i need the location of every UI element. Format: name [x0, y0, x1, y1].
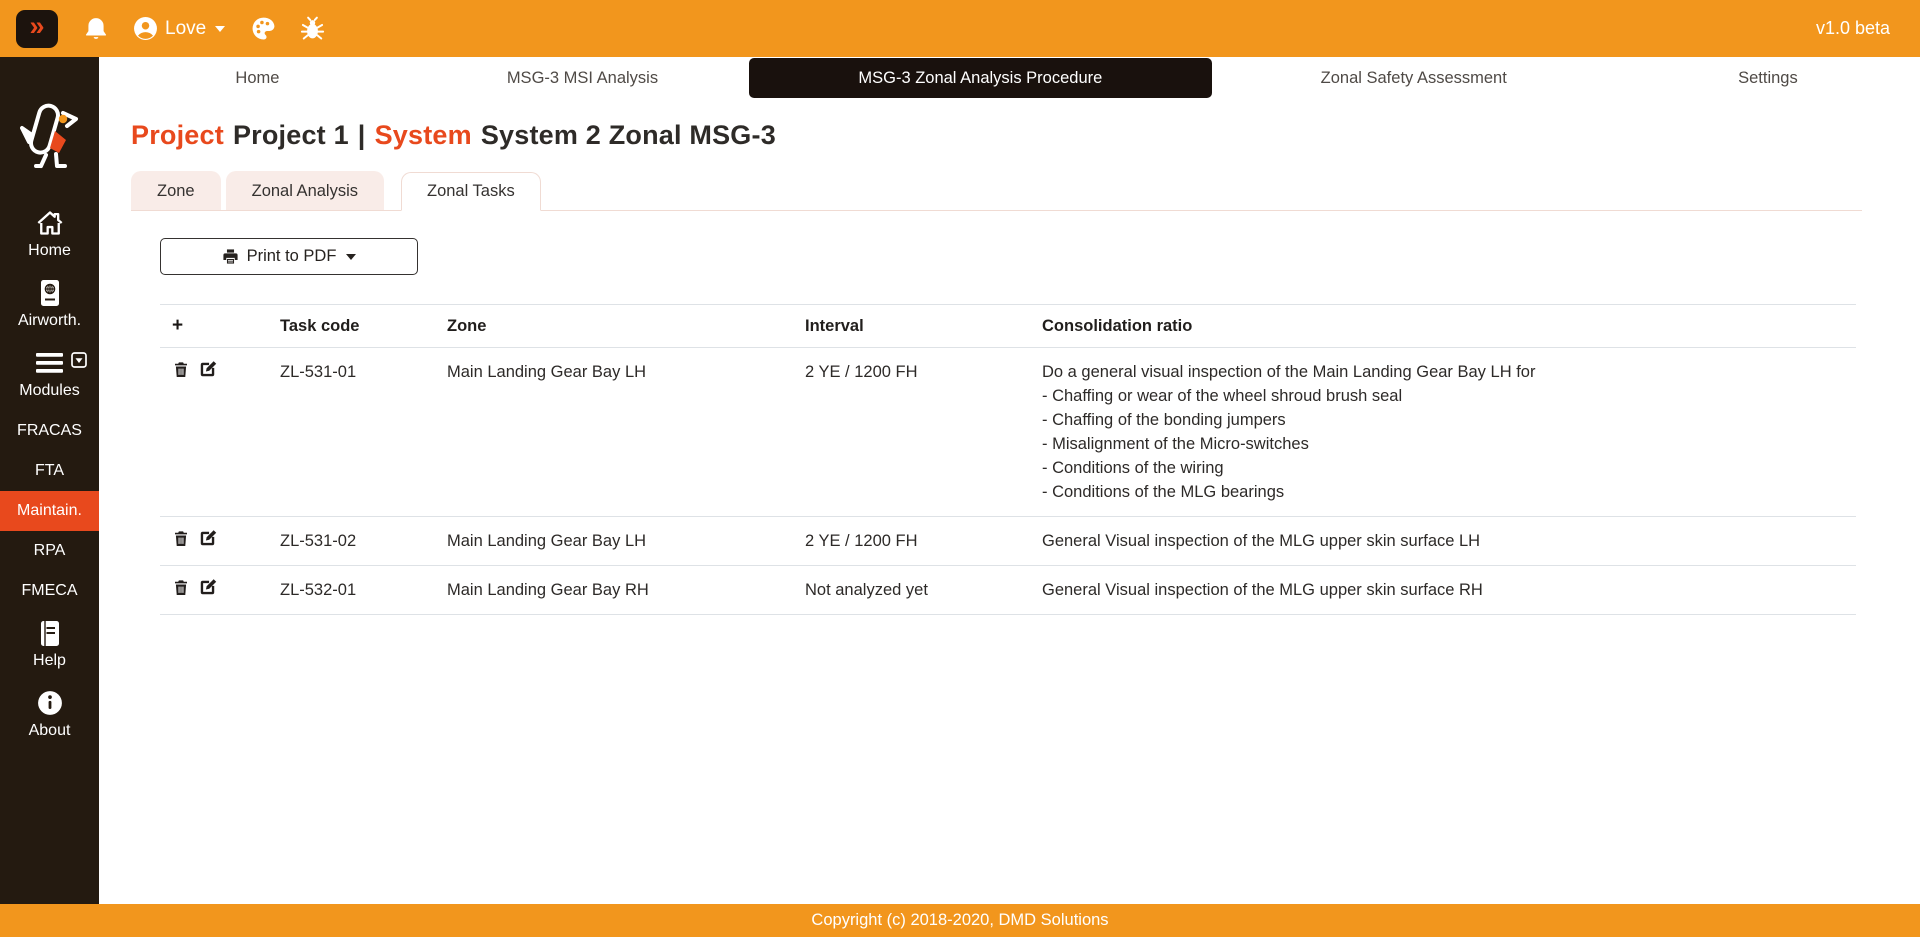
- interval-cell: Not analyzed yet: [793, 566, 1030, 615]
- copyright-text: Copyright (c) 2018-2020, DMD Solutions: [811, 911, 1109, 929]
- version-label: v1.0 beta: [1815, 18, 1890, 38]
- theme-button[interactable]: [251, 16, 276, 41]
- sidebar-item-label: Home: [28, 242, 71, 259]
- sidebar-collapse-button[interactable]: [16, 10, 58, 48]
- nav-item-zonal-analysis-procedure[interactable]: MSG-3 Zonal Analysis Procedure: [749, 58, 1212, 98]
- tab-zone[interactable]: Zone: [131, 171, 221, 210]
- book-icon: [0, 619, 99, 647]
- info-circle-icon: [0, 689, 99, 717]
- sidebar-item-about[interactable]: [0, 681, 99, 751]
- sidebar-item-home[interactable]: [0, 201, 99, 271]
- column-header-consolidation-ratio: Consolidation ratio: [1030, 305, 1856, 348]
- sidebar-item-label: About: [28, 722, 71, 739]
- tab-zonal-tasks[interactable]: Zonal Tasks: [401, 172, 541, 211]
- top-bar: [0, 0, 1920, 57]
- user-circle-icon: [133, 16, 158, 41]
- edit-task-icon[interactable]: [198, 360, 217, 379]
- sidebar-item-fta[interactable]: [0, 451, 99, 491]
- user-name: Love: [165, 17, 207, 39]
- consolidation-ratio-cell: Do a general visual inspection of the Main Landing Gear Bay LH for - Chaffing or wear of the wheel shroud brush seal - Chaffing of the bonding jumpers - Misalignment of the Micro-switches - Conditions of the wiring - Conditions of the MLG bearings: [1030, 348, 1856, 517]
- nav-item-settings[interactable]: Settings: [1738, 68, 1798, 87]
- bug-icon: [300, 16, 325, 41]
- airworthiness-book-icon: [0, 279, 99, 307]
- sidebar-item-label: Maintain.: [17, 502, 82, 519]
- edit-task-icon[interactable]: [198, 578, 217, 597]
- tasks-table: [160, 304, 1856, 615]
- sidebar-item-airworthiness[interactable]: [0, 271, 99, 341]
- sidebar-item-label: FTA: [34, 462, 65, 479]
- zone-cell: Main Landing Gear Bay RH: [435, 566, 793, 615]
- column-header-interval: Interval: [793, 305, 1030, 348]
- tab-zonal-analysis[interactable]: Zonal Analysis: [226, 171, 384, 210]
- delete-task-icon[interactable]: [172, 529, 190, 548]
- edit-task-icon[interactable]: [198, 529, 217, 548]
- consolidation-ratio-cell: General Visual inspection of the MLG upper skin surface RH: [1030, 566, 1856, 615]
- sidebar-item-fracas[interactable]: [0, 411, 99, 451]
- column-header-zone: Zone: [435, 305, 793, 348]
- print-to-pdf-button[interactable]: [160, 238, 418, 275]
- sidebar-item-rpa[interactable]: [0, 531, 99, 571]
- column-header-task-code: Task code: [268, 305, 435, 348]
- sidebar-item-label: FMECA: [21, 582, 78, 599]
- sidebar-item-help[interactable]: [0, 611, 99, 681]
- table-row: [160, 348, 1856, 517]
- double-chevron-right-icon: »: [29, 11, 45, 41]
- add-task-button[interactable]: +: [172, 315, 184, 336]
- user-menu[interactable]: [133, 16, 225, 41]
- main-content: [99, 57, 1920, 904]
- sidebar-item-maintain[interactable]: [0, 491, 99, 531]
- sidebar-item-fmeca[interactable]: [0, 571, 99, 611]
- table-row: [160, 517, 1856, 566]
- dropdown-caret-icon: [346, 254, 356, 265]
- debug-button[interactable]: [300, 16, 325, 41]
- sidebar-item-modules[interactable]: [0, 341, 99, 411]
- robin-logo[interactable]: [17, 97, 83, 173]
- task-code-cell: ZL-531-02: [268, 517, 435, 566]
- sidebar-item-label: Modules: [19, 382, 80, 399]
- sidebar-item-label: FRACAS: [17, 422, 82, 439]
- notifications-button[interactable]: [83, 16, 109, 42]
- page-title: Project Project 1 | System System 2 Zonal MSG-3: [131, 120, 776, 150]
- top-nav: [99, 57, 1920, 99]
- sub-tabs: [131, 171, 1862, 211]
- zone-cell: Main Landing Gear Bay LH: [435, 348, 793, 517]
- nav-item-home[interactable]: Home: [235, 68, 280, 87]
- sidebar-item-label: Airworth.: [17, 312, 82, 329]
- interval-cell: 2 YE / 1200 FH: [793, 348, 1030, 517]
- delete-task-icon[interactable]: [172, 360, 190, 379]
- zone-cell: Main Landing Gear Bay LH: [435, 517, 793, 566]
- nav-item-msi-analysis[interactable]: MSG-3 MSI Analysis: [506, 68, 659, 87]
- table-header-row: [160, 305, 1856, 348]
- printer-icon: [222, 248, 239, 265]
- footer: [0, 904, 1920, 937]
- hamburger-menu-icon: [0, 349, 99, 377]
- chevron-down-icon: [215, 26, 225, 37]
- caret-down-square-icon[interactable]: [71, 352, 87, 368]
- delete-task-icon[interactable]: [172, 578, 190, 597]
- task-code-cell: ZL-531-01: [268, 348, 435, 517]
- table-row: [160, 566, 1856, 615]
- palette-icon: [251, 16, 276, 41]
- toolbar: [160, 238, 1920, 275]
- sidebar-item-label: RPA: [33, 542, 66, 559]
- nav-item-zonal-safety-assessment[interactable]: Zonal Safety Assessment: [1320, 68, 1507, 87]
- sidebar: [0, 57, 99, 904]
- task-code-cell: ZL-532-01: [268, 566, 435, 615]
- consolidation-ratio-cell: General Visual inspection of the MLG upper skin surface LH: [1030, 517, 1856, 566]
- sidebar-item-label: Help: [33, 652, 66, 669]
- interval-cell: 2 YE / 1200 FH: [793, 517, 1030, 566]
- print-button-label: Print to PDF: [246, 247, 337, 265]
- bell-icon: [83, 16, 109, 42]
- house-icon: [0, 209, 99, 237]
